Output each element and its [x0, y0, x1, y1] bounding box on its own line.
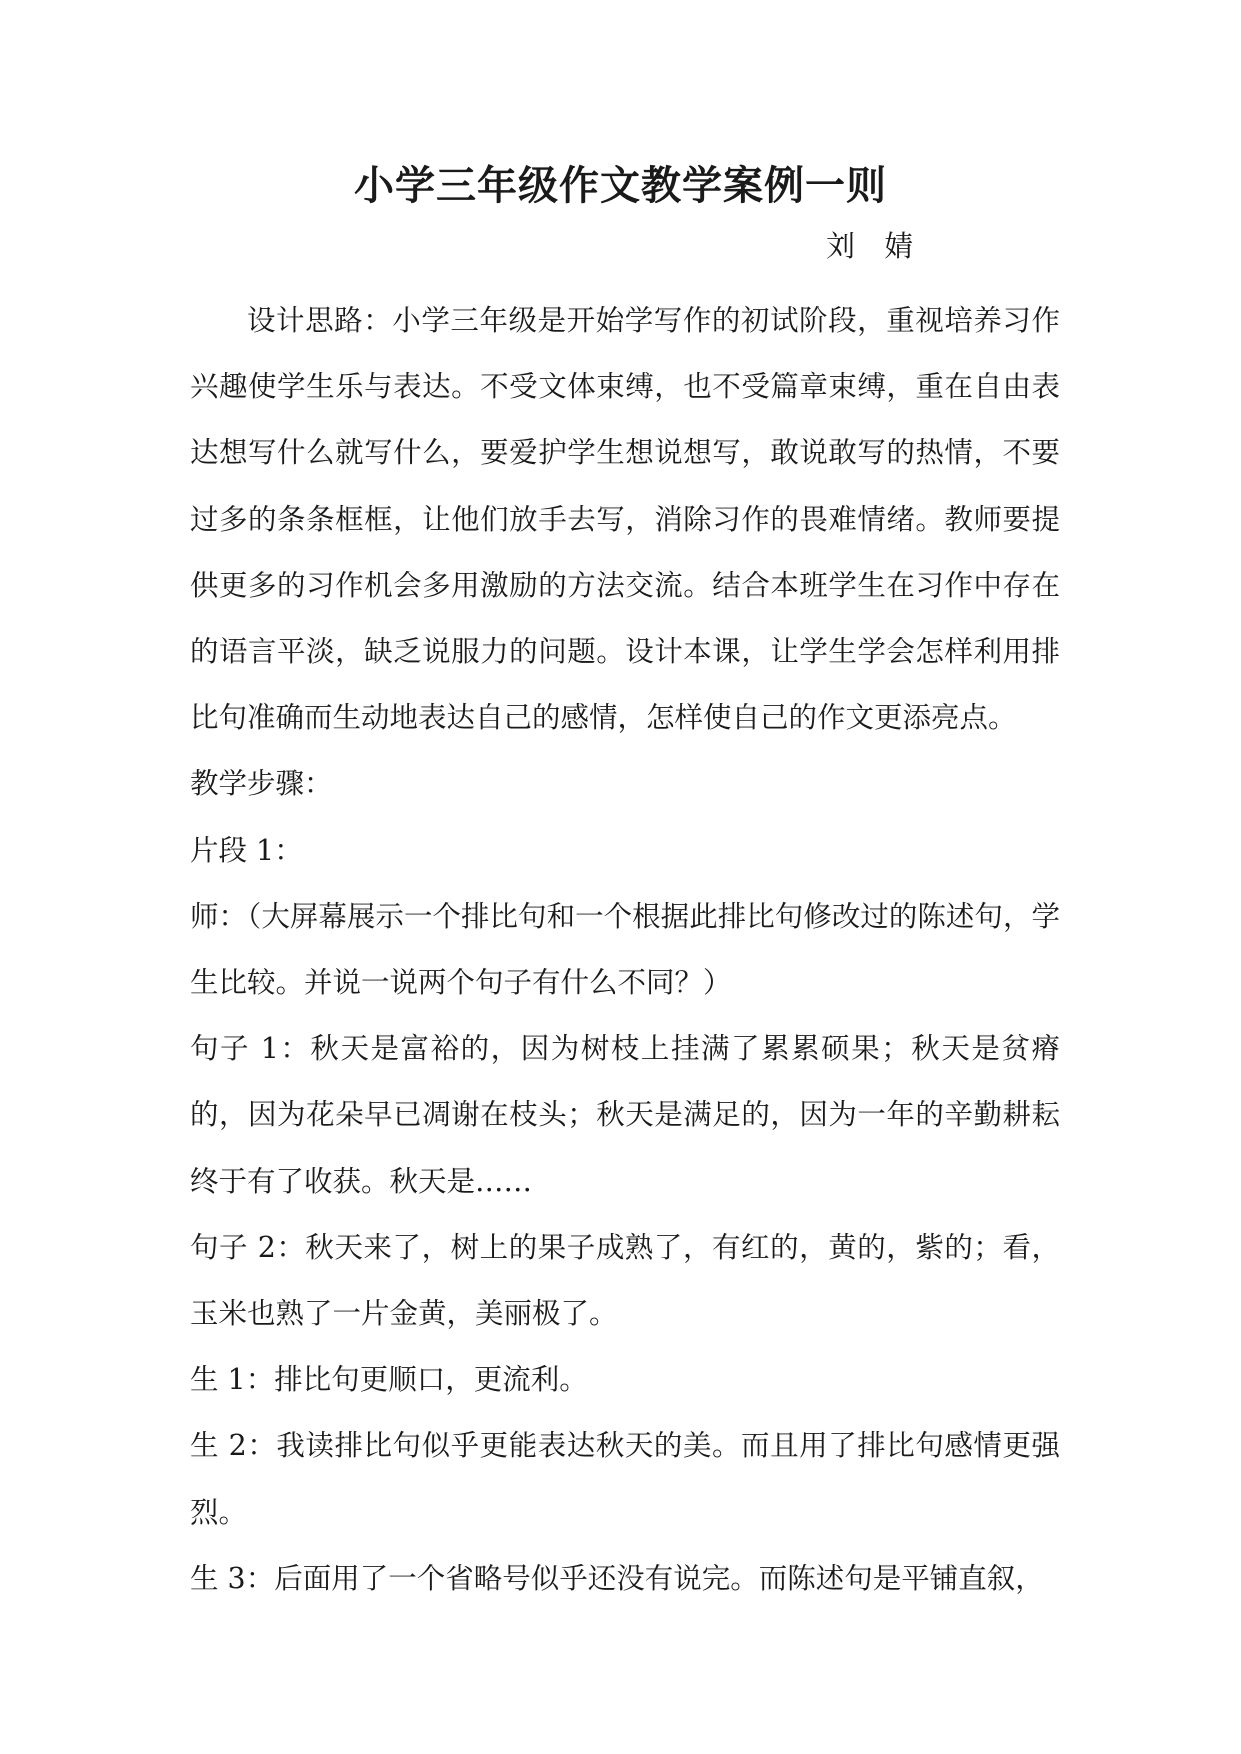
paragraph-student-3: 生 3：后面用了一个省略号似乎还没有说完。而陈述句是平铺直叙，: [190, 1561, 1044, 1595]
paragraph-student-2: 生 2：我读排比句似乎更能表达秋天的美。而且用了排比句感情更强烈。: [190, 1429, 1060, 1529]
document-title: 小学三年级作文教学案例一则: [354, 162, 887, 209]
paragraph-sentence-2: 句子 2：秋天来了，树上的果子成熟了，有红的，黄的，紫的；看，玉米也熟了一片金黄，美丽极了。: [190, 1230, 1060, 1331]
paragraph-sentence-1: 句子 1：秋天是富裕的，因为树枝上挂满了累累硕果；秋天是贫瘠的，因为花朵早已凋谢在枝头；秋天是满足的，因为一年的辛勤耕耘终于有了收获。秋天是……: [190, 1032, 1060, 1198]
paragraph-segment-heading: 片段 1：: [190, 833, 303, 867]
paragraph-teaching-steps: 教学步骤：: [190, 767, 333, 801]
author-name: 刘 婧: [826, 229, 924, 263]
paragraph-student-1: 生 1：排比句更顺口，更流利。: [190, 1363, 588, 1397]
document-body: [190, 288, 1060, 1612]
paragraph-design-idea: 设计思路：小学三年级是开始学写作的初试阶段，重视培养习作兴趣使学生乐与表达。不受文体束缚，也不受篇章束缚，重在自由表达想写什么就写什么，要爱护学生想说想写，敢说敢写的热情，不要过多的条条框框，让他们放手去写，消除习作的畏难情绪。教师要提供更多的习作机会多用激励的方法交流。结合本班学生在习作中存在的语言平淡，缺乏说服力的问题。设计本课，让学生学会怎样利用排比句准确而生动地表达自己的感情，怎样使自己的作文更添亮点。: [190, 304, 1060, 735]
paragraph-teacher-prompt: 师：（大屏幕展示一个排比句和一个根据此排比句修改过的陈述句，学生比较。并说一说两个句子有什么不同？）: [190, 899, 1060, 1000]
